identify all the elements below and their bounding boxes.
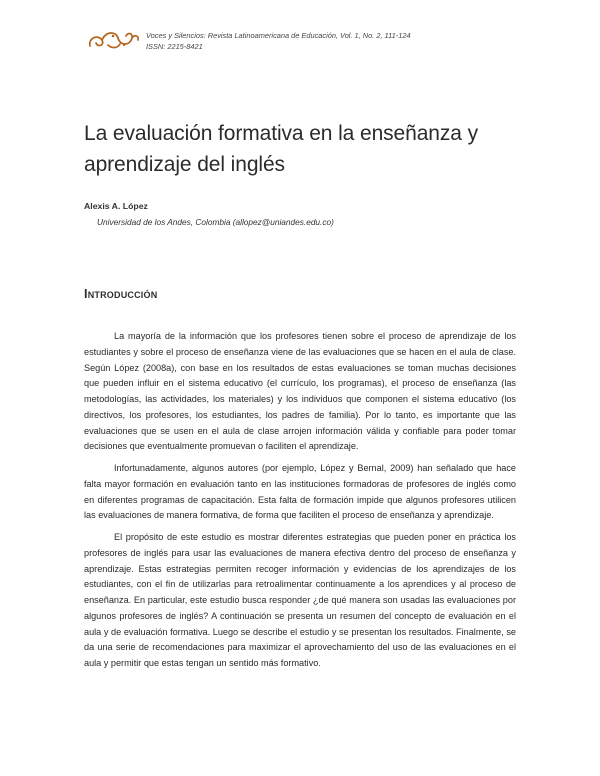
paragraph-3: El propósito de este estudio es mostrar diferentes estrategias que pueden poner en práctica los profesores de inglés para usar las evaluaciones de manera efectiva dentro del proceso de enseñanza y aprendizaje. Estas estrategias permiten recoger información y evidencias de los aprendizajes de los estudiantes, con el fin de utilizarlas para retroalimentar continuamente a los aprendices y al proceso de enseñanza. En particular, este estudio busca responder ¿de qué manera son usadas las evaluaciones por algunos profesores de inglés? A continuación se presenta un resumen del concepto de evaluación en el aula y de evaluación formativa. Luego se describe el estudio y se presentan los resultados. Finalmente, se da una serie de recomendaciones para maximizar el aprovechamiento del uso de las evaluaciones en el aula y permitir que estas tengan un sentido más formativo. — [84, 532, 516, 668]
title-line-2: aprendizaje del inglés — [84, 153, 285, 176]
author-name: Alexis A. López — [84, 201, 148, 211]
title-line-1: La evaluación formativa en la enseñanza y — [84, 122, 478, 145]
paragraph-2: Infortunadamente, algunos autores (por ejemplo, López y Bernal, 2009) han señalado que hace falta mayor formación en evaluación tanto en las instituciones formadoras de profesores de inglés como en diferentes programas de capacitación. Esta falta de formación impide que algunos profesores utilicen las evaluaciones de manera formativa, de forma que faciliten el proceso de enseñanza y aprendizaje. — [84, 463, 516, 521]
section-heading: Introducción — [84, 287, 158, 301]
paragraph-1: La mayoría de la información que los profesores tienen sobre el proceso de aprendizaje de los estudiantes y sobre el proceso de enseñanza viene de las evaluaciones que se hacen en el aula de clase. Según López (2008a), con base en los resultados de estas evaluaciones se toman muchas decisiones que pueden influir en el sistema educativo (el currículo, los programas), el proceso de enseñanza (las metodologías, las actividades, los materiales) y los individuos que componen el sistema educativo (los directivos, los profesores, los estudiantes, los padres de familia). Por lo tanto, es importante que las evaluaciones que se usen en el aula de clase arrojen información válida y confiable para poder tomar decisiones que eventualmente promuevan o faciliten el aprendizaje. — [84, 331, 516, 452]
journal-name: Voces y Silencios: Revista Latinoamericana de Educación, Vol. 1, No. 2, 111-124 — [146, 31, 411, 40]
journal-citation — [146, 30, 586, 52]
article-title — [84, 118, 524, 180]
issn: ISSN: 2215-8421 — [146, 42, 203, 51]
author-affiliation: Universidad de los Andes, Colombia (allopez@uniandes.edu.co) — [97, 217, 334, 227]
article-body — [84, 329, 516, 678]
decorative-swirl-logo — [86, 28, 142, 52]
